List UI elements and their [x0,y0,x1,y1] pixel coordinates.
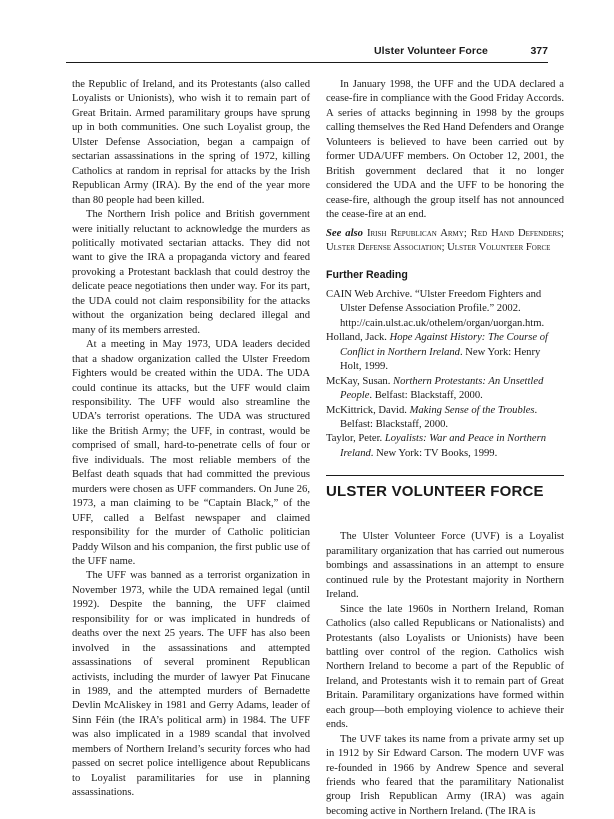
entry-title: ULSTER VOLUNTEER FORCE [326,483,544,501]
body-paragraph: At a meeting in May 1973, UDA leaders decided that a shadow organization called the Ulster Freedom Fighters would be created within the UDA. The UDA could continue its attacks, but the UFF would claim responsibility. The UFF would also streamline the UDA’s terrorist operations. The UDA was structured like the British Army; the UFF, in contrast, would be comprised of small, hard-to-penetrate cells of four or five individuals. The most reliable members of the Belfast death squads that had committed the previous murders were chosen as UFF commanders. On June 26, 1973, a man claiming to be “Captain Black,” of the UFF, called a Belfast newspaper and claimed responsibility for the murder of Catholic politician Paddy Wilson and his companion, the first public use of the UFF name. [72,339,310,567]
right-column [326,78,564,819]
reference-item [326,288,564,331]
body-paragraph: The UFF was banned as a terrorist organization in November 1973, while the UDA remained legal (until 1992). Despite the banning, the UFF claimed responsibility for or was implicated in hundreds of deaths over the next 25 years. The UFF has also been involved in the assassinations and attempted assassinations of several prominent Republican activists, including the murder of lawyer Pat Finucane in 1989, and the attempted murders of Bernadette Devlin McAliskey in 1981 and Gerry Adams, leader of Sinn Féin (the IRA’s political arm) in 1984. The UFF was also implicated in a 1989 scandal that involved members of Northern Ireland’s security forces who had passed on secret police intelligence about Republicans to Loyalist paramilitaries for use in planning assassinations. [72,570,310,799]
reference-item [326,432,564,461]
reference-title: Making Sense of the Troubles [409,404,535,416]
body-paragraph: The Ulster Volunteer Force (UVF) is a Loyalist paramilitary organization that has carried out numerous bombings and assassinations in an attempt to ensure continued rule by the Protestant majority in Northern Ireland. [326,531,564,601]
reference-list [326,288,564,461]
cross-reference[interactable]: Red Hand Defenders [470,227,562,239]
entry-divider [326,475,564,476]
reference-item [326,375,564,404]
reference-publication: . New York: TV Books, 1999. [370,447,498,459]
body-paragraph: The UVF takes its name from a private army set up in 1912 by Sir Edward Carson. The modern UVF was re-founded in 1966 by Andrew Spence and several friends who feared that the paramilitary Nationalist group Irish Republican Army (IRA) was again becoming active in Northern Ireland. (The IRA is [326,733,564,817]
left-column [72,78,310,801]
reference-text: CAIN Web Archive. “Ulster Freedom Fighters and Ulster Defense Association Profile.” 2002. http://cain.ulst.ac.uk/othelem/organ/uorgan.htm. [326,288,545,329]
reference-publication: . New York: Henry Holt, 1999. [340,346,541,373]
cross-reference[interactable]: Ulster Volunteer Force [447,241,551,253]
running-header [66,42,548,63]
see-also-label: See also [326,227,363,239]
reference-publication: . Belfast: Blackstaff, 2000. [340,404,538,430]
reference-author: Holland, Jack. [326,332,390,344]
reference-title: Loyalists: War and Peace in Northern Ireland [340,433,547,459]
see-also-block: See also Irish Republican Army; Red Hand Defenders; Ulster Defense Association; Ulster Volunteer Force [326,227,564,253]
reference-item [326,331,564,374]
reference-author: McKay, Susan. [326,375,393,387]
reference-author: McKittrick, David. [326,404,410,416]
reference-item [326,404,564,433]
cross-reference[interactable]: Ulster Defense Association [326,241,442,253]
reference-title: Northern Protestants: An Unsettled People [340,375,544,402]
body-paragraph: the Republic of Ireland, and its Protestants (also called Loyalists or Unionists), who wish it to remain part of Great Britain. Armed paramilitary groups have sprung up in both communities. One such Loyalist group, the Ulster Defense Association, began a campaign of sectarian assassinations in the spring of 1972, killing Catholics at random in reprisal for attacks by the Irish Republican Army (IRA). By the end of the year more than 80 people had been killed. [72,79,310,206]
body-paragraph: Since the late 1960s in Northern Ireland, Roman Catholics (also called Republicans or Nationalists) and Protestants (also Loyalists or Unionists) have been battling over control of the region. Catholics wish Northern Ireland to become a part of the Republic of Ireland, and Protestants wish it to remain part of Great Britain. Paramilitary organizations have formed within each group—both employing violence to achieve their ends. [326,603,564,731]
reference-author: Taylor, Peter. [326,433,385,445]
further-reading-heading: Further Reading [326,269,408,282]
page-number: 377 [530,45,548,57]
cross-reference[interactable]: Irish Republican Army [366,227,464,239]
body-paragraph: The Northern Irish police and British government were initially reluctant to acknowledge the murders as politically motivated sectarian attacks. They did not want to give the IRA a propaganda victory and feared provoking a Protestant backlash that could destroy the delicate peace negotiations then under way. For its part, the UDA could not claim responsibility for the attacks without the organization being declared illegal and many of its members arrested. [72,209,310,336]
running-head-title: Ulster Volunteer Force [373,45,488,57]
body-paragraph: In January 1998, the UFF and the UDA declared a cease-fire in compliance with the Good Friday Accords. A series of attacks beginning in 1998 by the groups calling themselves the Red Hand Defenders and Orange Volunteers is believed to have been carried out by former UDA/UFF members. On October 12, 2001, the British government declared that it no longer considered the UDA and the UFF to be honoring the cease-fire, although the group itself has not announced the cease-fire at an end. [326,79,564,221]
reference-title: Hope Against History: The Course of Conflict in Northern Ireland [340,332,548,358]
reference-publication: . Belfast: Blackstaff, 2000. [369,390,483,402]
